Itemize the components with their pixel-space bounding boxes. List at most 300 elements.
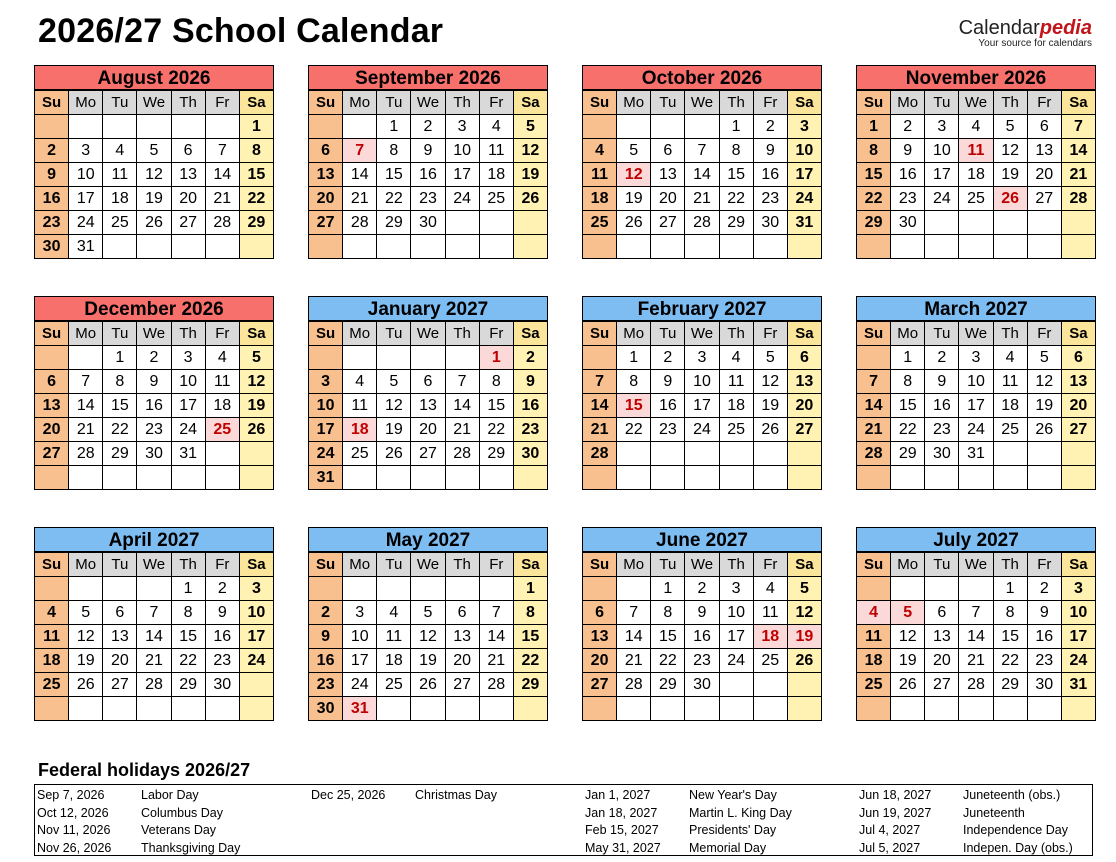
- day-cell: 15: [377, 163, 411, 187]
- weekday-header: Sa: [1061, 322, 1095, 346]
- day-cell: 19: [993, 163, 1027, 187]
- empty-cell: [137, 697, 171, 721]
- day-cell: 7: [685, 139, 719, 163]
- day-cell: 4: [959, 115, 993, 139]
- weekday-header: Mo: [617, 91, 651, 115]
- day-cell: 7: [445, 370, 479, 394]
- empty-cell: [685, 442, 719, 466]
- empty-cell: [685, 466, 719, 490]
- weekday-header: Th: [719, 322, 753, 346]
- empty-cell: [171, 235, 205, 259]
- day-cell: 3: [343, 601, 377, 625]
- empty-cell: [513, 466, 547, 490]
- week-row: [857, 139, 1096, 163]
- empty-cell: [753, 466, 787, 490]
- empty-cell: [445, 577, 479, 601]
- empty-cell: [239, 673, 273, 697]
- day-cell: 9: [685, 601, 719, 625]
- weekday-header: We: [685, 322, 719, 346]
- day-cell: 25: [583, 211, 617, 235]
- day-cell: 17: [309, 418, 343, 442]
- day-cell: 13: [583, 625, 617, 649]
- day-cell: 13: [103, 625, 137, 649]
- weekday-header: Sa: [1061, 91, 1095, 115]
- empty-cell: [445, 346, 479, 370]
- day-cell: 12: [1027, 370, 1061, 394]
- day-cell: 19: [1027, 394, 1061, 418]
- day-cell: 16: [925, 394, 959, 418]
- empty-cell: [69, 577, 103, 601]
- weekday-header: Fr: [205, 91, 239, 115]
- empty-cell: [993, 697, 1027, 721]
- day-cell: 13: [35, 394, 69, 418]
- empty-cell: [753, 235, 787, 259]
- holiday-row: [311, 787, 581, 805]
- day-cell: 2: [651, 346, 685, 370]
- weekday-header: Su: [583, 322, 617, 346]
- day-cell: 28: [479, 673, 513, 697]
- day-cell: 15: [479, 394, 513, 418]
- empty-cell: [685, 235, 719, 259]
- day-cell: 31: [1061, 673, 1095, 697]
- weekday-header: Th: [171, 553, 205, 577]
- holiday-date: Jul 5, 2027: [859, 840, 921, 855]
- day-cell: 3: [719, 577, 753, 601]
- day-cell: 9: [309, 625, 343, 649]
- week-row: [583, 211, 822, 235]
- day-cell: 25: [479, 187, 513, 211]
- holiday-row: [37, 822, 307, 840]
- day-cell: 9: [137, 370, 171, 394]
- day-cell: 31: [69, 235, 103, 259]
- day-cell: 10: [239, 601, 273, 625]
- day-cell: 13: [787, 370, 821, 394]
- day-cell: 19: [377, 418, 411, 442]
- day-cell: 16: [513, 394, 547, 418]
- day-cell: 3: [445, 115, 479, 139]
- empty-cell: [1027, 466, 1061, 490]
- empty-cell: [1027, 235, 1061, 259]
- empty-cell: [787, 673, 821, 697]
- day-cell: 3: [309, 370, 343, 394]
- day-cell: 8: [891, 370, 925, 394]
- month-table: [856, 90, 1096, 259]
- empty-cell: [479, 466, 513, 490]
- day-cell: 14: [137, 625, 171, 649]
- day-cell: 15: [239, 163, 273, 187]
- week-row: [583, 163, 822, 187]
- day-cell: 12: [377, 394, 411, 418]
- day-cell: 10: [719, 601, 753, 625]
- holiday-date: Jun 18, 2027: [859, 788, 932, 802]
- empty-cell: [617, 577, 651, 601]
- empty-cell: [445, 697, 479, 721]
- day-cell: 5: [239, 346, 273, 370]
- empty-cell: [309, 577, 343, 601]
- empty-cell: [857, 346, 891, 370]
- day-cell: 2: [309, 601, 343, 625]
- empty-cell: [857, 235, 891, 259]
- week-row: [35, 466, 274, 490]
- day-cell: 7: [69, 370, 103, 394]
- day-cell: 26: [513, 187, 547, 211]
- holiday-row: [859, 787, 1116, 805]
- empty-cell: [925, 466, 959, 490]
- day-cell: 16: [411, 163, 445, 187]
- day-cell: 2: [411, 115, 445, 139]
- weekday-header: Fr: [753, 91, 787, 115]
- empty-cell: [583, 115, 617, 139]
- day-cell: 30: [309, 697, 343, 721]
- week-row: [583, 601, 822, 625]
- holiday-day-cell: 18: [753, 625, 787, 649]
- day-cell: 23: [651, 418, 685, 442]
- weekday-header: Th: [445, 91, 479, 115]
- day-cell: 15: [891, 394, 925, 418]
- day-cell: 12: [993, 139, 1027, 163]
- empty-cell: [343, 466, 377, 490]
- day-cell: 11: [205, 370, 239, 394]
- day-cell: 9: [411, 139, 445, 163]
- month-title: May 2027: [308, 527, 548, 552]
- empty-cell: [205, 466, 239, 490]
- week-row: [35, 625, 274, 649]
- day-cell: 28: [69, 442, 103, 466]
- weekday-header: Fr: [753, 322, 787, 346]
- weekday-header: Tu: [925, 322, 959, 346]
- day-cell: 21: [1061, 163, 1095, 187]
- weekday-header: Su: [35, 553, 69, 577]
- empty-cell: [309, 235, 343, 259]
- empty-cell: [857, 697, 891, 721]
- month-july-2027: [856, 527, 1096, 721]
- day-cell: 31: [171, 442, 205, 466]
- week-row: [857, 697, 1096, 721]
- weekday-header: Tu: [103, 91, 137, 115]
- day-cell: 20: [445, 649, 479, 673]
- empty-cell: [993, 442, 1027, 466]
- day-cell: 15: [719, 163, 753, 187]
- day-cell: 1: [891, 346, 925, 370]
- weekday-header: Sa: [787, 91, 821, 115]
- holiday-day-cell: 31: [343, 697, 377, 721]
- day-cell: 11: [479, 139, 513, 163]
- empty-cell: [103, 697, 137, 721]
- empty-cell: [513, 697, 547, 721]
- day-cell: 25: [343, 442, 377, 466]
- day-cell: 24: [239, 649, 273, 673]
- day-cell: 21: [343, 187, 377, 211]
- empty-cell: [1061, 235, 1095, 259]
- empty-cell: [171, 115, 205, 139]
- holiday-row: [585, 840, 855, 858]
- day-cell: 19: [753, 394, 787, 418]
- day-cell: 18: [479, 163, 513, 187]
- week-row: [857, 577, 1096, 601]
- weekday-header: Fr: [1027, 322, 1061, 346]
- empty-cell: [583, 235, 617, 259]
- empty-cell: [69, 115, 103, 139]
- day-cell: 30: [891, 211, 925, 235]
- day-cell: 25: [857, 673, 891, 697]
- day-cell: 31: [309, 466, 343, 490]
- weekday-header: Sa: [513, 91, 547, 115]
- week-row: [583, 235, 822, 259]
- day-cell: 12: [137, 163, 171, 187]
- empty-cell: [583, 466, 617, 490]
- day-cell: 1: [171, 577, 205, 601]
- day-cell: 8: [857, 139, 891, 163]
- day-cell: 6: [1061, 346, 1095, 370]
- day-cell: 27: [309, 211, 343, 235]
- day-cell: 6: [171, 139, 205, 163]
- empty-cell: [411, 697, 445, 721]
- empty-cell: [309, 346, 343, 370]
- day-cell: 27: [35, 442, 69, 466]
- day-cell: 16: [205, 625, 239, 649]
- day-cell: 21: [69, 418, 103, 442]
- day-cell: 6: [1027, 115, 1061, 139]
- week-row: [309, 235, 548, 259]
- empty-cell: [1061, 697, 1095, 721]
- week-row: [583, 115, 822, 139]
- empty-cell: [377, 577, 411, 601]
- day-cell: 29: [513, 673, 547, 697]
- day-cell: 23: [309, 673, 343, 697]
- weekday-header: Sa: [787, 553, 821, 577]
- week-row: [309, 697, 548, 721]
- day-cell: 18: [377, 649, 411, 673]
- day-cell: 14: [445, 394, 479, 418]
- day-cell: 14: [857, 394, 891, 418]
- weekday-header: Mo: [343, 322, 377, 346]
- day-cell: 26: [137, 211, 171, 235]
- day-cell: 18: [993, 394, 1027, 418]
- empty-cell: [925, 235, 959, 259]
- day-cell: 1: [993, 577, 1027, 601]
- day-cell: 17: [1061, 625, 1095, 649]
- weekday-header: Tu: [377, 91, 411, 115]
- day-cell: 15: [857, 163, 891, 187]
- day-cell: 23: [1027, 649, 1061, 673]
- federal-holidays-title: Federal holidays 2026/27: [38, 760, 251, 780]
- empty-cell: [685, 697, 719, 721]
- week-row: [309, 649, 548, 673]
- empty-cell: [891, 697, 925, 721]
- empty-cell: [137, 466, 171, 490]
- month-table: [582, 321, 822, 490]
- day-cell: 21: [959, 649, 993, 673]
- day-cell: 19: [891, 649, 925, 673]
- week-row: [35, 601, 274, 625]
- day-cell: 12: [239, 370, 273, 394]
- empty-cell: [993, 211, 1027, 235]
- empty-cell: [137, 235, 171, 259]
- day-cell: 8: [719, 139, 753, 163]
- weekday-header: Tu: [925, 91, 959, 115]
- weekday-header: We: [137, 322, 171, 346]
- day-cell: 14: [479, 625, 513, 649]
- holiday-name: Veterans Day: [141, 823, 217, 837]
- day-cell: 11: [993, 370, 1027, 394]
- day-cell: 28: [137, 673, 171, 697]
- week-row: [857, 625, 1096, 649]
- week-row: [35, 115, 274, 139]
- day-cell: 11: [35, 625, 69, 649]
- empty-cell: [343, 577, 377, 601]
- day-cell: 17: [69, 187, 103, 211]
- empty-cell: [857, 466, 891, 490]
- day-cell: 21: [583, 418, 617, 442]
- day-cell: 15: [103, 394, 137, 418]
- weekday-header: Su: [309, 553, 343, 577]
- day-cell: 2: [1027, 577, 1061, 601]
- empty-cell: [343, 115, 377, 139]
- day-cell: 11: [583, 163, 617, 187]
- day-cell: 20: [35, 418, 69, 442]
- holiday-date: Nov 26, 2026: [37, 840, 112, 855]
- week-row: [35, 187, 274, 211]
- holiday-date: Feb 15, 2027: [585, 823, 659, 837]
- weekday-header: Th: [171, 322, 205, 346]
- week-row: [583, 394, 822, 418]
- day-cell: 25: [959, 187, 993, 211]
- brand-logo[interactable]: [959, 18, 1092, 49]
- empty-cell: [35, 697, 69, 721]
- day-cell: 5: [753, 346, 787, 370]
- month-title: April 2027: [34, 527, 274, 552]
- day-cell: 13: [651, 163, 685, 187]
- holiday-day-cell: 4: [857, 601, 891, 625]
- day-cell: 19: [69, 649, 103, 673]
- weekday-header: We: [959, 322, 993, 346]
- weekday-header: Th: [445, 322, 479, 346]
- day-cell: 10: [343, 625, 377, 649]
- day-cell: 27: [925, 673, 959, 697]
- day-cell: 13: [1061, 370, 1095, 394]
- empty-cell: [69, 346, 103, 370]
- week-row: [35, 163, 274, 187]
- weekday-header: We: [137, 553, 171, 577]
- day-cell: 2: [685, 577, 719, 601]
- day-cell: 20: [103, 649, 137, 673]
- empty-cell: [35, 346, 69, 370]
- day-cell: 25: [753, 649, 787, 673]
- day-cell: 3: [1061, 577, 1095, 601]
- day-cell: 25: [719, 418, 753, 442]
- day-cell: 4: [343, 370, 377, 394]
- day-cell: 1: [857, 115, 891, 139]
- day-cell: 20: [583, 649, 617, 673]
- holiday-row: [859, 822, 1116, 840]
- week-row: [35, 235, 274, 259]
- empty-cell: [787, 442, 821, 466]
- day-cell: 10: [1061, 601, 1095, 625]
- empty-cell: [787, 697, 821, 721]
- day-cell: 26: [69, 673, 103, 697]
- empty-cell: [891, 466, 925, 490]
- day-cell: 4: [205, 346, 239, 370]
- weekday-header: Sa: [239, 91, 273, 115]
- weekday-header: Mo: [617, 553, 651, 577]
- day-cell: 25: [103, 211, 137, 235]
- week-row: [35, 697, 274, 721]
- week-row: [309, 418, 548, 442]
- empty-cell: [69, 697, 103, 721]
- holiday-day-cell: 15: [617, 394, 651, 418]
- day-cell: 15: [171, 625, 205, 649]
- weekday-header: Tu: [651, 553, 685, 577]
- month-title: March 2027: [856, 296, 1096, 321]
- day-cell: 10: [925, 139, 959, 163]
- holiday-row: [585, 787, 855, 805]
- day-cell: 2: [513, 346, 547, 370]
- empty-cell: [959, 577, 993, 601]
- week-row: [309, 442, 548, 466]
- week-row: [35, 211, 274, 235]
- day-cell: 12: [787, 601, 821, 625]
- empty-cell: [343, 235, 377, 259]
- day-cell: 4: [583, 139, 617, 163]
- day-cell: 18: [35, 649, 69, 673]
- empty-cell: [479, 211, 513, 235]
- day-cell: 5: [617, 139, 651, 163]
- day-cell: 20: [925, 649, 959, 673]
- week-row: [857, 418, 1096, 442]
- week-row: [35, 370, 274, 394]
- week-row: [583, 346, 822, 370]
- day-cell: 16: [309, 649, 343, 673]
- day-cell: 10: [171, 370, 205, 394]
- week-row: [857, 466, 1096, 490]
- day-cell: 23: [137, 418, 171, 442]
- empty-cell: [35, 577, 69, 601]
- empty-cell: [1027, 211, 1061, 235]
- holiday-date: Jun 19, 2027: [859, 805, 932, 820]
- day-cell: 30: [925, 442, 959, 466]
- empty-cell: [583, 577, 617, 601]
- day-cell: 9: [753, 139, 787, 163]
- empty-cell: [787, 235, 821, 259]
- week-row: [857, 115, 1096, 139]
- day-cell: 14: [1061, 139, 1095, 163]
- day-cell: 7: [857, 370, 891, 394]
- day-cell: 20: [651, 187, 685, 211]
- weekday-header: Su: [35, 322, 69, 346]
- month-title: June 2027: [582, 527, 822, 552]
- day-cell: 9: [513, 370, 547, 394]
- day-cell: 30: [35, 235, 69, 259]
- empty-cell: [411, 466, 445, 490]
- week-row: [583, 697, 822, 721]
- day-cell: 9: [1027, 601, 1061, 625]
- day-cell: 22: [891, 418, 925, 442]
- day-cell: 17: [685, 394, 719, 418]
- weekday-header: Mo: [69, 322, 103, 346]
- month-title: September 2026: [308, 65, 548, 90]
- day-cell: 11: [857, 625, 891, 649]
- empty-cell: [617, 115, 651, 139]
- empty-cell: [925, 577, 959, 601]
- empty-cell: [479, 697, 513, 721]
- day-cell: 21: [857, 418, 891, 442]
- day-cell: 7: [1061, 115, 1095, 139]
- day-cell: 15: [993, 625, 1027, 649]
- week-row: [583, 673, 822, 697]
- empty-cell: [171, 466, 205, 490]
- weekday-header: We: [685, 553, 719, 577]
- week-row: [35, 649, 274, 673]
